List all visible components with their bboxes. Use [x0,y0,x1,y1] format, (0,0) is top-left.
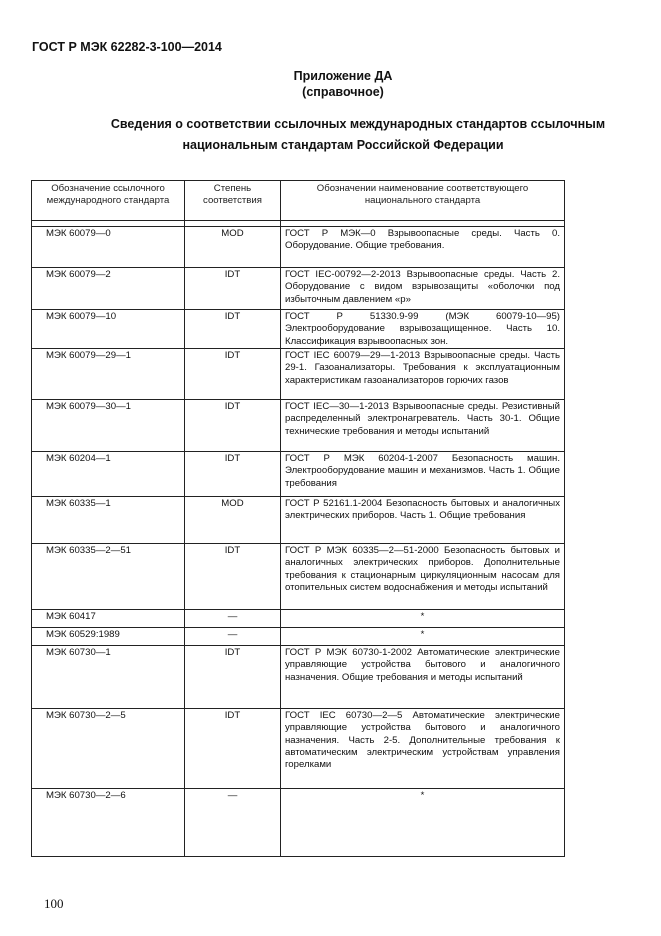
cell-name: * [281,628,565,646]
document-code: ГОСТ Р МЭК 62282-3-100—2014 [32,40,222,54]
cell-name: ГОСТ Р 51330.9-99 (МЭК 60079-10—95) Электрооборудование взрывозащищенное. Часть 10. Классификация взрывоопасных зон. [281,310,565,349]
cell-name: ГОСТ Р МЭК 60730-1-2002 Автоматические электрические управляющие устройства бытового и аналогичного назначения. Общие требования и методы испытаний [281,646,565,709]
table-row [32,227,565,268]
col-header-degree: Степень соответствия [185,181,281,221]
table-row [32,400,565,452]
table-row [32,268,565,310]
section-heading [0,114,661,156]
heading-line-2: национальным стандартам Российской Федерации [182,138,504,152]
cell-code: МЭК 60079—10 [32,310,185,349]
cell-degree: IDT [185,544,281,610]
cell-name: ГОСТ IEC 60079—29—1-2013 Взрывоопасные среды. Часть 29-1. Газоанализаторы. Требования к эксплуатационным характеристикам газоанализаторов горючих газов [281,349,565,400]
cell-degree: — [185,789,281,857]
cell-name: ГОСТ Р МЭК 60204-1-2007 Безопасность машин. Электрооборудование машин и механизмов. Часть 1. Общие требования [281,452,565,497]
heading-line-1: Сведения о соответствии ссылочных международных стандартов ссылочным [110,117,606,131]
cell-name: * [281,789,565,857]
cell-code: МЭК 60204—1 [32,452,185,497]
cell-degree: IDT [185,452,281,497]
cell-degree: MOD [185,227,281,268]
cell-name: ГОСТ Р 52161.1-2004 Безопасность бытовых и аналогичных электрических приборов. Часть 1. Общие требования [281,497,565,544]
cell-code: МЭК 60335—2—51 [32,544,185,610]
col-header-name: Обозначении наименование соответствующего национального стандарта [281,181,565,221]
cell-code: МЭК 60417 [32,610,185,628]
cell-name: ГОСТ Р МЭК 60335—2—51-2000 Безопасность бытовых и аналогичных электрических приборов. Дополнительные требования к стационарным циркуляционным насосам для отопительных систем водоснабжения и методы испытаний [281,544,565,610]
table-row [32,789,565,857]
cell-degree: — [185,628,281,646]
table-row [32,544,565,610]
table-row [32,497,565,544]
cell-name: * [281,610,565,628]
cell-degree: IDT [185,646,281,709]
cell-name: ГОСТ IEC—30—1-2013 Взрывоопасные среды. Резистивный распределенный электронагреватель. Часть 30-1. Общие технические требования и методы испытаний [281,400,565,452]
cell-code: МЭК 60730—1 [32,646,185,709]
cell-degree: — [185,610,281,628]
cell-name: ГОСТ IEC 60730—2—5 Автоматические электрические управляющие устройства бытового и аналогичного назначения. Часть 2-5. Дополнительные требования к автоматическим электрическим устройствам управления горелками [281,709,565,789]
cell-degree: IDT [185,349,281,400]
cell-degree: IDT [185,310,281,349]
cell-code: МЭК 60529:1989 [32,628,185,646]
cell-degree: IDT [185,709,281,789]
table-row [32,349,565,400]
cell-name: ГОСТ IEC-00792—2-2013 Взрывоопасные среды. Часть 2. Оборудование с видом взрывозащиты «оболочки под избыточным давлением «р» [281,268,565,310]
cell-code: МЭК 60335—1 [32,497,185,544]
table-row [32,452,565,497]
appendix-label: Приложение ДА [293,69,393,83]
table-row [32,709,565,789]
standards-table [31,180,565,857]
cell-code: МЭК 60730—2—6 [32,789,185,857]
table-header-row [32,181,565,221]
cell-code: МЭК 60079—30—1 [32,400,185,452]
table-row [32,646,565,709]
cell-code: МЭК 60079—2 [32,268,185,310]
cell-code: МЭК 60079—0 [32,227,185,268]
cell-degree: IDT [185,268,281,310]
col-header-code: Обозначение ссылочного международного стандарта [32,181,185,221]
table-row [32,310,565,349]
appendix-type: (справочное) [302,85,384,99]
cell-code: МЭК 60730—2—5 [32,709,185,789]
table-row [32,610,565,628]
cell-degree: MOD [185,497,281,544]
cell-degree: IDT [185,400,281,452]
cell-code: МЭК 60079—29—1 [32,349,185,400]
cell-name: ГОСТ Р МЭК—0 Взрывоопасные среды. Часть 0. Оборудование. Общие требования. [281,227,565,268]
appendix-title [0,68,661,100]
page-number: 100 [44,896,64,911]
table-row [32,628,565,646]
